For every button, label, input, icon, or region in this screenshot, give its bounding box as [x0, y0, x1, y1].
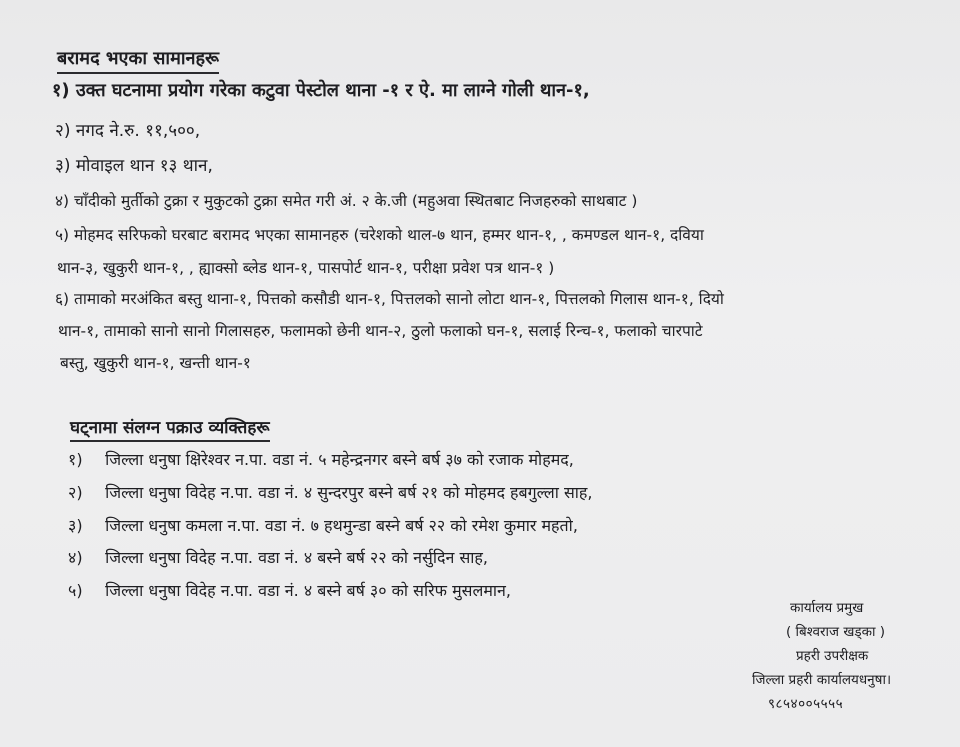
item-text: मोहमद सरिफको घरबाट बरामद भएका सामानहरु (चरेशको थाल-७ थान, हम्मर थान-१, , कमण्डल थान-१, दविया: [74, 226, 704, 244]
item-text: जिल्ला धनुषा विदेह न.पा. वडा नं. ४ बस्ने बर्ष २२ को नर्सुदिन साह,: [105, 548, 489, 567]
item-number: ३): [68, 516, 83, 535]
recovered-item-4: [55, 190, 637, 212]
item-number: ५): [55, 226, 70, 244]
item-number: १): [52, 80, 70, 101]
arrested-person-1: [68, 449, 574, 471]
recovered-item-6: [55, 288, 724, 310]
signature-name: ( बिश्वराज खड्का ): [786, 624, 886, 640]
item-text: मोवाइल थान १३ थान,: [75, 156, 213, 176]
item-text: जिल्ला धनुषा कमला न.पा. वडा नं. ७ हथमुन्डा बस्ने बर्ष २२ को रमेश कुमार महतो,: [105, 516, 578, 535]
arrested-persons-heading: घट्नामा संलग्न पक्राउ व्यक्तिहरू: [70, 415, 270, 442]
item-number: ४): [68, 548, 83, 567]
item-text: नगद ने.रु. ११,५००,: [75, 121, 201, 141]
signature-rank: प्रहरी उपरीक्षक: [796, 648, 869, 664]
item-number: १): [68, 450, 83, 469]
recovered-item-2: [55, 120, 200, 142]
recovered-item-6-cont-1: थान-१, तामाको सानो सानो गिलासहरु, फलामको छेनी थान-२, ठुलो फलाको घन-१, सलाई रिन्च-१, फलाको चारपाटे: [58, 322, 703, 340]
recovered-item-1: [52, 80, 590, 102]
recovered-item-3: [55, 155, 213, 177]
arrested-person-3: [68, 515, 578, 537]
item-number: ६): [55, 290, 70, 308]
item-number: ५): [68, 581, 83, 600]
item-number: २): [68, 483, 83, 502]
item-text: जिल्ला धनुषा विदेह न.पा. वडा नं. ४ सुन्दरपुर बस्ने बर्ष २१ को मोहमद हबगुल्ला साह,: [105, 483, 593, 502]
recovered-items-heading: बरामद भएका सामानहरू: [57, 46, 219, 74]
recovered-item-5-cont: थान-३, खुकुरी थान-१, , ह्याक्सो ब्लेड थान-१, पासपोर्ट थान-१, परीक्षा प्रवेश पत्र थान-१ ): [57, 259, 555, 277]
recovered-item-6-cont-2: बस्तु, खुकुरी थान-१, खन्ती थान-१: [60, 354, 251, 372]
item-number: ४): [55, 192, 70, 210]
arrested-person-5: [68, 580, 511, 602]
item-text: जिल्ला धनुषा क्षिरेश्वर न.पा. वडा नं. ५ महेन्द्रनगर बस्ने बर्ष ३७ को रजाक मोहमद,: [105, 450, 574, 469]
item-text: जिल्ला धनुषा विदेह न.पा. वडा नं. ४ बस्ने बर्ष ३० को सरिफ मुसलमान,: [105, 581, 511, 600]
signature-phone: ९८५४००५५५५: [768, 696, 844, 712]
item-text: उक्त घटनामा प्रयोग गरेका कटुवा पेस्टोल थाना -१ र ऐ. मा लाग्ने गोली थान-१,: [75, 80, 590, 101]
item-text: चाँदीको मुर्तीको टुक्रा र मुकुटको टुक्रा समेत गरी अं. २ के.जी (महुअवा स्थितबाट निजहरुको साथबाट ): [74, 192, 638, 210]
arrested-person-4: [68, 547, 488, 569]
item-number: २): [55, 121, 71, 141]
recovered-item-5: [55, 224, 704, 246]
signature-title: कार्यालय प्रमुख: [790, 600, 864, 616]
arrested-person-2: [68, 482, 593, 504]
signature-office: जिल्ला प्रहरी कार्यालयधनुषा।: [752, 672, 892, 688]
item-number: ३): [55, 156, 71, 176]
item-text: तामाको मरअंकित बस्तु थाना-१, पित्तको कसौडी थान-१, पित्तलको सानो लोटा थान-१, पित्तलको गिलास थान-१, दियो: [74, 290, 724, 308]
